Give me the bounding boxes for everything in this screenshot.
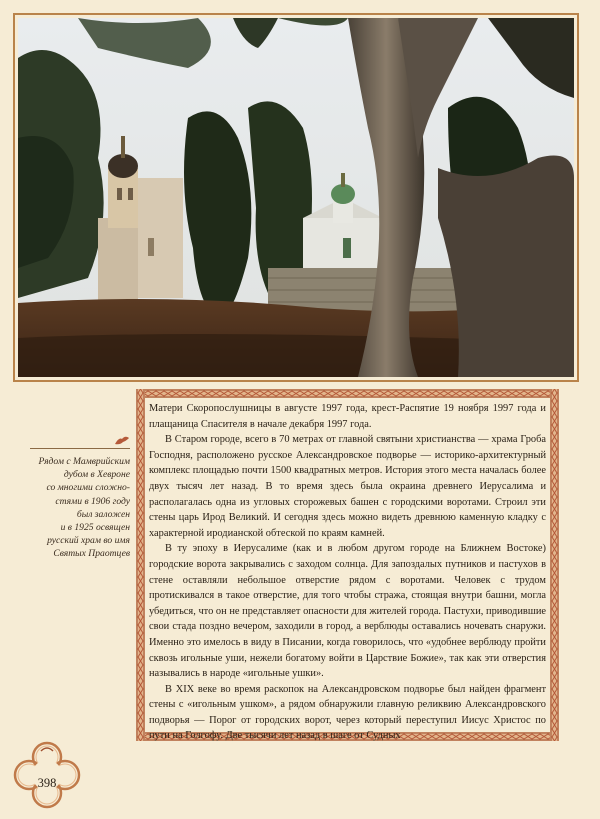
article-text xyxy=(149,401,546,742)
photo-illustration xyxy=(18,18,574,377)
text-frame xyxy=(136,389,559,741)
ornamental-border-left xyxy=(136,389,145,741)
paragraph-1: Матери Скоропослушницы в августе 1997 года, крест-Распятие 19 ноября 1997 года и плащаница Спасителя в начале декабря 1997 года. xyxy=(149,403,546,430)
paragraph-2: В Старом городе, всего в 70 метрах от главной святыни христианства — храма Гроба Господня, расположено русское Александровское подворье — историко-архитектурный комплекс площадью почти 1500 квадратных метров. История этого места началась более двух тысяч лет назад. В то время здесь была окраина древнего Иерусалима и располагалась одна из угловых сторожевых башен с городскими воротами. Строил эти стены царь Ирод Великий. И сегодня здесь можно видеть древнюю каменную кладку с характерной иродианской обтеской по краям камней. xyxy=(149,434,546,539)
ornamental-border-right xyxy=(550,389,559,741)
paragraph-4: В XIX веке во время раскопок на Александровском подворье был найден фрагмент стены с «игольным ушком», а рядом обнаружили главную реликвию Александровского подворья — Порог от городских ворот, через который переступил Иисус Христос по пути на Голгофу. Две тысячи лет назад в шаге от Судных xyxy=(149,683,546,742)
quatrefoil-ornament-icon xyxy=(13,741,81,809)
photo-caption xyxy=(30,432,130,561)
ornamental-border-top xyxy=(136,389,559,398)
page-medallion xyxy=(13,741,81,809)
fleuron-icon xyxy=(114,434,130,446)
landscape-photo xyxy=(18,18,574,377)
caption-text: Рядом с Мамврийским дубом в Хевроне со многими сложно- стями в 1906 году был заложен и в 1925 освящен русский храм во имя Святых Праотцев xyxy=(38,456,130,560)
photo-frame xyxy=(13,13,579,382)
page-number: 398 xyxy=(37,776,57,790)
paragraph-3: В ту эпоху в Иерусалиме (как и в любом другом городе на Ближнем Востоке) городские ворота закрывались с заходом солнца. Для запоздалых путников и пастухов в стене оставляли небольшое отверстие рядом с воротами. Человек с трудом протискивался в такое отверстие, для того чтобы стража, стоящая внутри башни, могла убедиться, что он не представляет опасности для жителей города. Пастухи, приводившие свои стада поздно вечером, заходили в город, а верблюды оставались ночевать снаружи. Именно это имелось в виду в Писании, когда говорилось, что «удобнее верблюду пройти сквозь игольные уши, нежели богатому войти в Царствие Божие», так как эти отверстия назывались в народе «игольные ушки». xyxy=(149,543,546,680)
caption-rule xyxy=(30,432,130,449)
